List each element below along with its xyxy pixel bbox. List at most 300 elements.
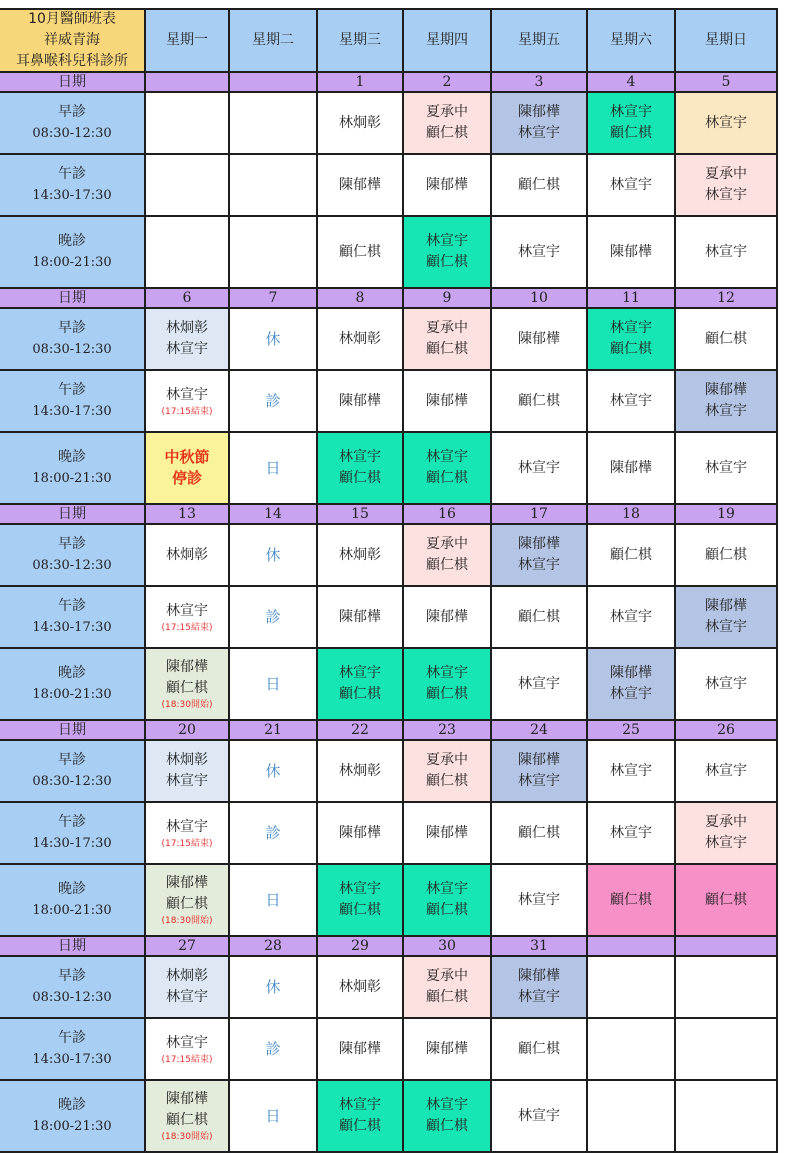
shift-cell	[318, 741, 404, 803]
doctor-name: 顧仁棋	[426, 557, 468, 573]
closed-text: 診	[265, 823, 281, 842]
shift-cell	[492, 309, 588, 371]
shift-cell	[588, 433, 676, 505]
shift-cell	[146, 649, 230, 721]
shift-cell	[492, 741, 588, 803]
date-cell: 24	[492, 721, 588, 741]
slot-label	[0, 217, 146, 289]
doctor-name: 林炯彰	[339, 330, 381, 347]
doctor-name: 夏承中	[426, 968, 468, 984]
date-cell	[588, 937, 676, 957]
holiday-text: 中秋節	[164, 448, 210, 466]
slot-label	[0, 741, 146, 803]
doctor-name: 林宣宇	[339, 1097, 381, 1113]
doctor-name: 顧仁棋	[339, 243, 381, 260]
shift-cell	[230, 155, 318, 217]
doctor-name: 顧仁棋	[426, 470, 468, 486]
shift-cell	[588, 371, 676, 433]
hours-note: (18:30開始)	[161, 916, 213, 926]
shift-cell	[318, 587, 404, 649]
closed-text: 日	[265, 458, 281, 477]
closed-text: 休	[265, 761, 281, 780]
slot-name: 午診	[58, 598, 86, 614]
doctor-name: 林宣宇	[339, 449, 381, 465]
doctor-name: 顧仁棋	[610, 891, 652, 908]
doctor-name: 陳郁樺	[426, 392, 468, 409]
shift-cell	[146, 1019, 230, 1081]
doctor-name: 林宣宇	[166, 386, 208, 403]
slot-name: 午診	[58, 166, 86, 182]
shift-cell	[676, 93, 778, 155]
date-cell: 3	[492, 73, 588, 93]
shift-cell	[404, 649, 492, 721]
doctor-name: 顧仁棋	[518, 608, 560, 625]
shift-cell	[318, 1019, 404, 1081]
closed-text: 診	[265, 1039, 281, 1058]
slot-name: 午診	[58, 814, 86, 830]
slot-label	[0, 155, 146, 217]
date-cell: 20	[146, 721, 230, 741]
date-cell: 7	[230, 289, 318, 309]
doctor-name: 林宣宇	[426, 1097, 468, 1113]
slot-time: 18:00-21:30	[32, 1119, 112, 1134]
doctor-name: 林宣宇	[426, 665, 468, 681]
slot-time: 08:30-12:30	[32, 774, 112, 789]
doctor-name: 陳郁樺	[339, 824, 381, 841]
doctor-name: 陳郁樺	[166, 659, 208, 675]
slot-label	[0, 1081, 146, 1153]
slot-time: 08:30-12:30	[32, 342, 112, 357]
shift-cell	[146, 155, 230, 217]
shift-cell	[404, 957, 492, 1019]
doctor-name: 林宣宇	[705, 403, 747, 419]
date-cell: 9	[404, 289, 492, 309]
doctor-name: 顧仁棋	[518, 176, 560, 193]
shift-cell	[404, 309, 492, 371]
doctor-name: 顧仁棋	[426, 341, 468, 357]
doctor-name: 林宣宇	[518, 773, 560, 789]
shift-cell	[146, 741, 230, 803]
slot-time: 18:00-21:30	[32, 471, 112, 486]
doctor-name: 夏承中	[426, 536, 468, 552]
shift-cell	[588, 309, 676, 371]
slot-name: 早診	[58, 536, 86, 552]
doctor-name: 顧仁棋	[426, 1118, 468, 1134]
date-cell	[146, 73, 230, 93]
doctor-name: 夏承中	[705, 166, 747, 182]
shift-cell	[492, 865, 588, 937]
shift-cell	[318, 803, 404, 865]
doctor-name: 陳郁樺	[426, 176, 468, 193]
date-cell: 4	[588, 73, 676, 93]
doctor-name: 顧仁棋	[426, 902, 468, 918]
slot-label	[0, 1019, 146, 1081]
doctor-name: 顧仁棋	[339, 686, 381, 702]
date-label: 日期	[0, 937, 146, 957]
shift-cell	[676, 309, 778, 371]
date-cell: 25	[588, 721, 676, 741]
weekday-header: 星期六	[588, 8, 676, 73]
doctor-name: 林宣宇	[166, 773, 208, 789]
holiday-text: 停診	[171, 469, 202, 487]
shift-cell	[318, 525, 404, 587]
closed-text: 休	[265, 545, 281, 564]
shift-cell	[676, 217, 778, 289]
doctor-name: 林宣宇	[339, 881, 381, 897]
shift-cell	[230, 587, 318, 649]
shift-cell	[676, 155, 778, 217]
doctor-name: 林宣宇	[166, 341, 208, 357]
doctor-name: 陳郁樺	[705, 598, 747, 614]
date-cell: 15	[318, 505, 404, 525]
shift-cell	[676, 371, 778, 433]
doctor-name: 林宣宇	[426, 881, 468, 897]
shift-cell	[404, 525, 492, 587]
shift-cell	[404, 803, 492, 865]
slot-label	[0, 525, 146, 587]
doctor-name: 夏承中	[426, 320, 468, 336]
date-cell: 21	[230, 721, 318, 741]
slot-name: 早診	[58, 104, 86, 120]
doctor-name: 林宣宇	[705, 762, 747, 779]
doctor-name: 顧仁棋	[426, 125, 468, 141]
shift-cell	[146, 371, 230, 433]
shift-cell	[318, 309, 404, 371]
doctor-name: 陳郁樺	[518, 968, 560, 984]
date-cell: 2	[404, 73, 492, 93]
date-cell: 30	[404, 937, 492, 957]
slot-time: 18:00-21:30	[32, 903, 112, 918]
doctor-name: 林炯彰	[339, 114, 381, 131]
doctor-name: 陳郁樺	[339, 176, 381, 193]
doctor-name: 林宣宇	[518, 1107, 560, 1124]
shift-cell	[676, 741, 778, 803]
slot-time: 14:30-17:30	[32, 404, 112, 419]
date-cell: 8	[318, 289, 404, 309]
shift-cell	[146, 309, 230, 371]
shift-cell	[146, 957, 230, 1019]
shift-cell	[318, 957, 404, 1019]
shift-cell	[230, 309, 318, 371]
shift-cell	[404, 155, 492, 217]
doctor-name: 陳郁樺	[518, 752, 560, 768]
slot-label	[0, 865, 146, 937]
doctor-name: 林炯彰	[339, 978, 381, 995]
shift-cell	[588, 155, 676, 217]
slot-name: 晚診	[58, 1097, 86, 1113]
closed-text: 休	[265, 329, 281, 348]
shift-cell	[404, 217, 492, 289]
doctor-name: 陳郁樺	[339, 608, 381, 625]
title-line: 10月醫師班表	[28, 11, 116, 27]
doctor-name: 林宣宇	[518, 891, 560, 908]
shift-cell	[404, 371, 492, 433]
doctor-name: 林宣宇	[518, 459, 560, 476]
shift-cell	[492, 1019, 588, 1081]
shift-cell	[404, 587, 492, 649]
shift-cell	[492, 217, 588, 289]
shift-cell	[146, 217, 230, 289]
shift-cell	[230, 1019, 318, 1081]
title-line: 祥威青海	[44, 32, 100, 48]
slot-name: 午診	[58, 1030, 86, 1046]
date-cell: 11	[588, 289, 676, 309]
doctor-name: 顧仁棋	[166, 1112, 208, 1128]
date-cell: 23	[404, 721, 492, 741]
shift-cell	[492, 649, 588, 721]
doctor-name: 夏承中	[426, 752, 468, 768]
doctor-name: 顧仁棋	[339, 470, 381, 486]
shift-cell	[492, 957, 588, 1019]
doctor-name: 林宣宇	[518, 675, 560, 692]
closed-text: 日	[265, 1106, 281, 1125]
slot-time: 14:30-17:30	[32, 188, 112, 203]
shift-cell	[676, 587, 778, 649]
date-cell: 17	[492, 505, 588, 525]
slot-time: 18:00-21:30	[32, 687, 112, 702]
shift-cell	[676, 865, 778, 937]
shift-cell	[492, 1081, 588, 1153]
doctor-name: 顧仁棋	[426, 686, 468, 702]
doctor-name: 林宣宇	[518, 243, 560, 260]
doctor-name: 林宣宇	[705, 243, 747, 260]
title-cell	[0, 8, 146, 73]
doctor-name: 林宣宇	[705, 187, 747, 203]
doctor-name: 顧仁棋	[339, 1118, 381, 1134]
slot-name: 晚診	[58, 881, 86, 897]
doctor-name: 顧仁棋	[610, 546, 652, 563]
doctor-name: 林宣宇	[610, 824, 652, 841]
doctor-name: 陳郁樺	[610, 243, 652, 260]
shift-cell	[492, 155, 588, 217]
slot-label	[0, 371, 146, 433]
doctor-name: 林宣宇	[518, 557, 560, 573]
shift-cell	[588, 649, 676, 721]
shift-cell	[404, 865, 492, 937]
doctor-name: 林宣宇	[166, 602, 208, 619]
shift-cell	[588, 803, 676, 865]
doctor-name: 顧仁棋	[705, 330, 747, 347]
date-cell: 14	[230, 505, 318, 525]
date-cell: 28	[230, 937, 318, 957]
doctor-name: 林炯彰	[339, 546, 381, 563]
doctor-name: 林宣宇	[610, 392, 652, 409]
slot-name: 午診	[58, 382, 86, 398]
slot-label	[0, 803, 146, 865]
shift-cell	[318, 93, 404, 155]
date-cell: 5	[676, 73, 778, 93]
shift-cell	[146, 93, 230, 155]
weekday-header: 星期四	[404, 8, 492, 73]
slot-label	[0, 587, 146, 649]
slot-name: 晚診	[58, 233, 86, 249]
doctor-name: 陳郁樺	[426, 824, 468, 841]
slot-time: 14:30-17:30	[32, 1052, 112, 1067]
slot-time: 14:30-17:30	[32, 620, 112, 635]
doctor-name: 顧仁棋	[426, 773, 468, 789]
closed-text: 診	[265, 391, 281, 410]
date-cell: 27	[146, 937, 230, 957]
doctor-name: 顧仁棋	[518, 824, 560, 841]
shift-cell	[588, 525, 676, 587]
date-cell: 22	[318, 721, 404, 741]
doctor-name: 林宣宇	[610, 686, 652, 702]
doctor-name: 林宣宇	[426, 449, 468, 465]
hours-note: (18:30開始)	[161, 700, 213, 710]
shift-cell	[146, 865, 230, 937]
date-cell: 10	[492, 289, 588, 309]
slot-time: 08:30-12:30	[32, 990, 112, 1005]
slot-label	[0, 309, 146, 371]
date-label: 日期	[0, 289, 146, 309]
doctor-name: 林宣宇	[705, 675, 747, 692]
shift-cell	[318, 371, 404, 433]
weekday-header: 星期二	[230, 8, 318, 73]
date-label: 日期	[0, 73, 146, 93]
shift-cell	[230, 371, 318, 433]
doctor-name: 林炯彰	[166, 752, 208, 768]
doctor-name: 林宣宇	[166, 1034, 208, 1051]
doctor-name: 顧仁棋	[339, 902, 381, 918]
doctor-name: 顧仁棋	[518, 1040, 560, 1057]
date-cell: 31	[492, 937, 588, 957]
shift-cell	[588, 587, 676, 649]
shift-cell	[492, 371, 588, 433]
shift-cell	[146, 433, 230, 505]
doctor-name: 陳郁樺	[705, 382, 747, 398]
doctor-name: 陳郁樺	[426, 1040, 468, 1057]
weekday-header: 星期一	[146, 8, 230, 73]
shift-cell	[404, 433, 492, 505]
doctor-name: 陳郁樺	[518, 104, 560, 120]
shift-cell	[318, 433, 404, 505]
shift-cell	[318, 649, 404, 721]
doctor-name: 林炯彰	[339, 762, 381, 779]
slot-label	[0, 433, 146, 505]
date-cell: 29	[318, 937, 404, 957]
shift-cell	[588, 957, 676, 1019]
date-cell: 16	[404, 505, 492, 525]
shift-cell	[676, 1019, 778, 1081]
doctor-name: 夏承中	[426, 104, 468, 120]
shift-cell	[146, 803, 230, 865]
shift-cell	[146, 1081, 230, 1153]
slot-name: 晚診	[58, 449, 86, 465]
doctor-name: 林宣宇	[518, 125, 560, 141]
hours-note: (17:15結束)	[161, 406, 213, 417]
hours-note: (17:15結束)	[161, 838, 213, 849]
shift-cell	[318, 1081, 404, 1153]
date-cell: 6	[146, 289, 230, 309]
doctor-name: 陳郁樺	[339, 1040, 381, 1057]
doctor-name: 林宣宇	[705, 835, 747, 851]
slot-time: 08:30-12:30	[32, 126, 112, 141]
date-cell: 18	[588, 505, 676, 525]
shift-cell	[318, 217, 404, 289]
closed-text: 日	[265, 890, 281, 909]
doctor-name: 林宣宇	[705, 619, 747, 635]
doctor-name: 陳郁樺	[339, 392, 381, 409]
weekday-header: 星期三	[318, 8, 404, 73]
shift-cell	[676, 433, 778, 505]
slot-name: 晚診	[58, 665, 86, 681]
doctor-name: 林宣宇	[610, 176, 652, 193]
doctor-name: 顧仁棋	[610, 341, 652, 357]
shift-cell	[404, 93, 492, 155]
doctor-name: 顧仁棋	[426, 254, 468, 270]
doctor-name: 林宣宇	[426, 233, 468, 249]
doctor-name: 林宣宇	[610, 608, 652, 625]
shift-cell	[230, 433, 318, 505]
shift-cell	[404, 1019, 492, 1081]
slot-name: 早診	[58, 968, 86, 984]
doctor-name: 陳郁樺	[610, 665, 652, 681]
shift-cell	[492, 93, 588, 155]
slot-time: 08:30-12:30	[32, 558, 112, 573]
doctor-name: 林宣宇	[610, 320, 652, 336]
shift-cell	[588, 93, 676, 155]
hours-note: (17:15結束)	[161, 622, 213, 633]
doctor-name: 夏承中	[705, 814, 747, 830]
slot-name: 早診	[58, 752, 86, 768]
slot-time: 18:00-21:30	[32, 255, 112, 270]
closed-text: 診	[265, 607, 281, 626]
date-cell: 26	[676, 721, 778, 741]
shift-cell	[492, 803, 588, 865]
date-cell: 19	[676, 505, 778, 525]
doctor-name: 林宣宇	[166, 818, 208, 835]
slot-label	[0, 649, 146, 721]
shift-cell	[676, 525, 778, 587]
doctor-name: 林宣宇	[166, 989, 208, 1005]
shift-cell	[146, 525, 230, 587]
doctor-name: 林宣宇	[705, 459, 747, 476]
shift-cell	[146, 587, 230, 649]
hours-note: (17:15結束)	[161, 1054, 213, 1065]
slot-label	[0, 957, 146, 1019]
doctor-name: 林宣宇	[339, 665, 381, 681]
shift-cell	[492, 587, 588, 649]
shift-cell	[318, 155, 404, 217]
closed-text: 日	[265, 674, 281, 693]
doctor-name: 林宣宇	[610, 104, 652, 120]
weekday-header: 星期五	[492, 8, 588, 73]
shift-cell	[676, 803, 778, 865]
doctor-name: 林炯彰	[166, 546, 208, 563]
shift-cell	[588, 217, 676, 289]
shift-cell	[230, 649, 318, 721]
date-cell	[230, 73, 318, 93]
shift-cell	[588, 1081, 676, 1153]
shift-cell	[230, 803, 318, 865]
shift-cell	[230, 741, 318, 803]
shift-cell	[492, 433, 588, 505]
shift-cell	[588, 865, 676, 937]
slot-label	[0, 93, 146, 155]
doctor-name: 陳郁樺	[166, 1091, 208, 1107]
shift-cell	[230, 525, 318, 587]
doctor-name: 陳郁樺	[518, 330, 560, 347]
shift-cell	[588, 1019, 676, 1081]
doctor-name: 陳郁樺	[518, 536, 560, 552]
hours-note: (18:30開始)	[161, 1132, 213, 1142]
shift-cell	[676, 649, 778, 721]
slot-time: 14:30-17:30	[32, 836, 112, 851]
shift-cell	[318, 865, 404, 937]
doctor-name: 顧仁棋	[610, 125, 652, 141]
shift-cell	[230, 957, 318, 1019]
slot-name: 早診	[58, 320, 86, 336]
